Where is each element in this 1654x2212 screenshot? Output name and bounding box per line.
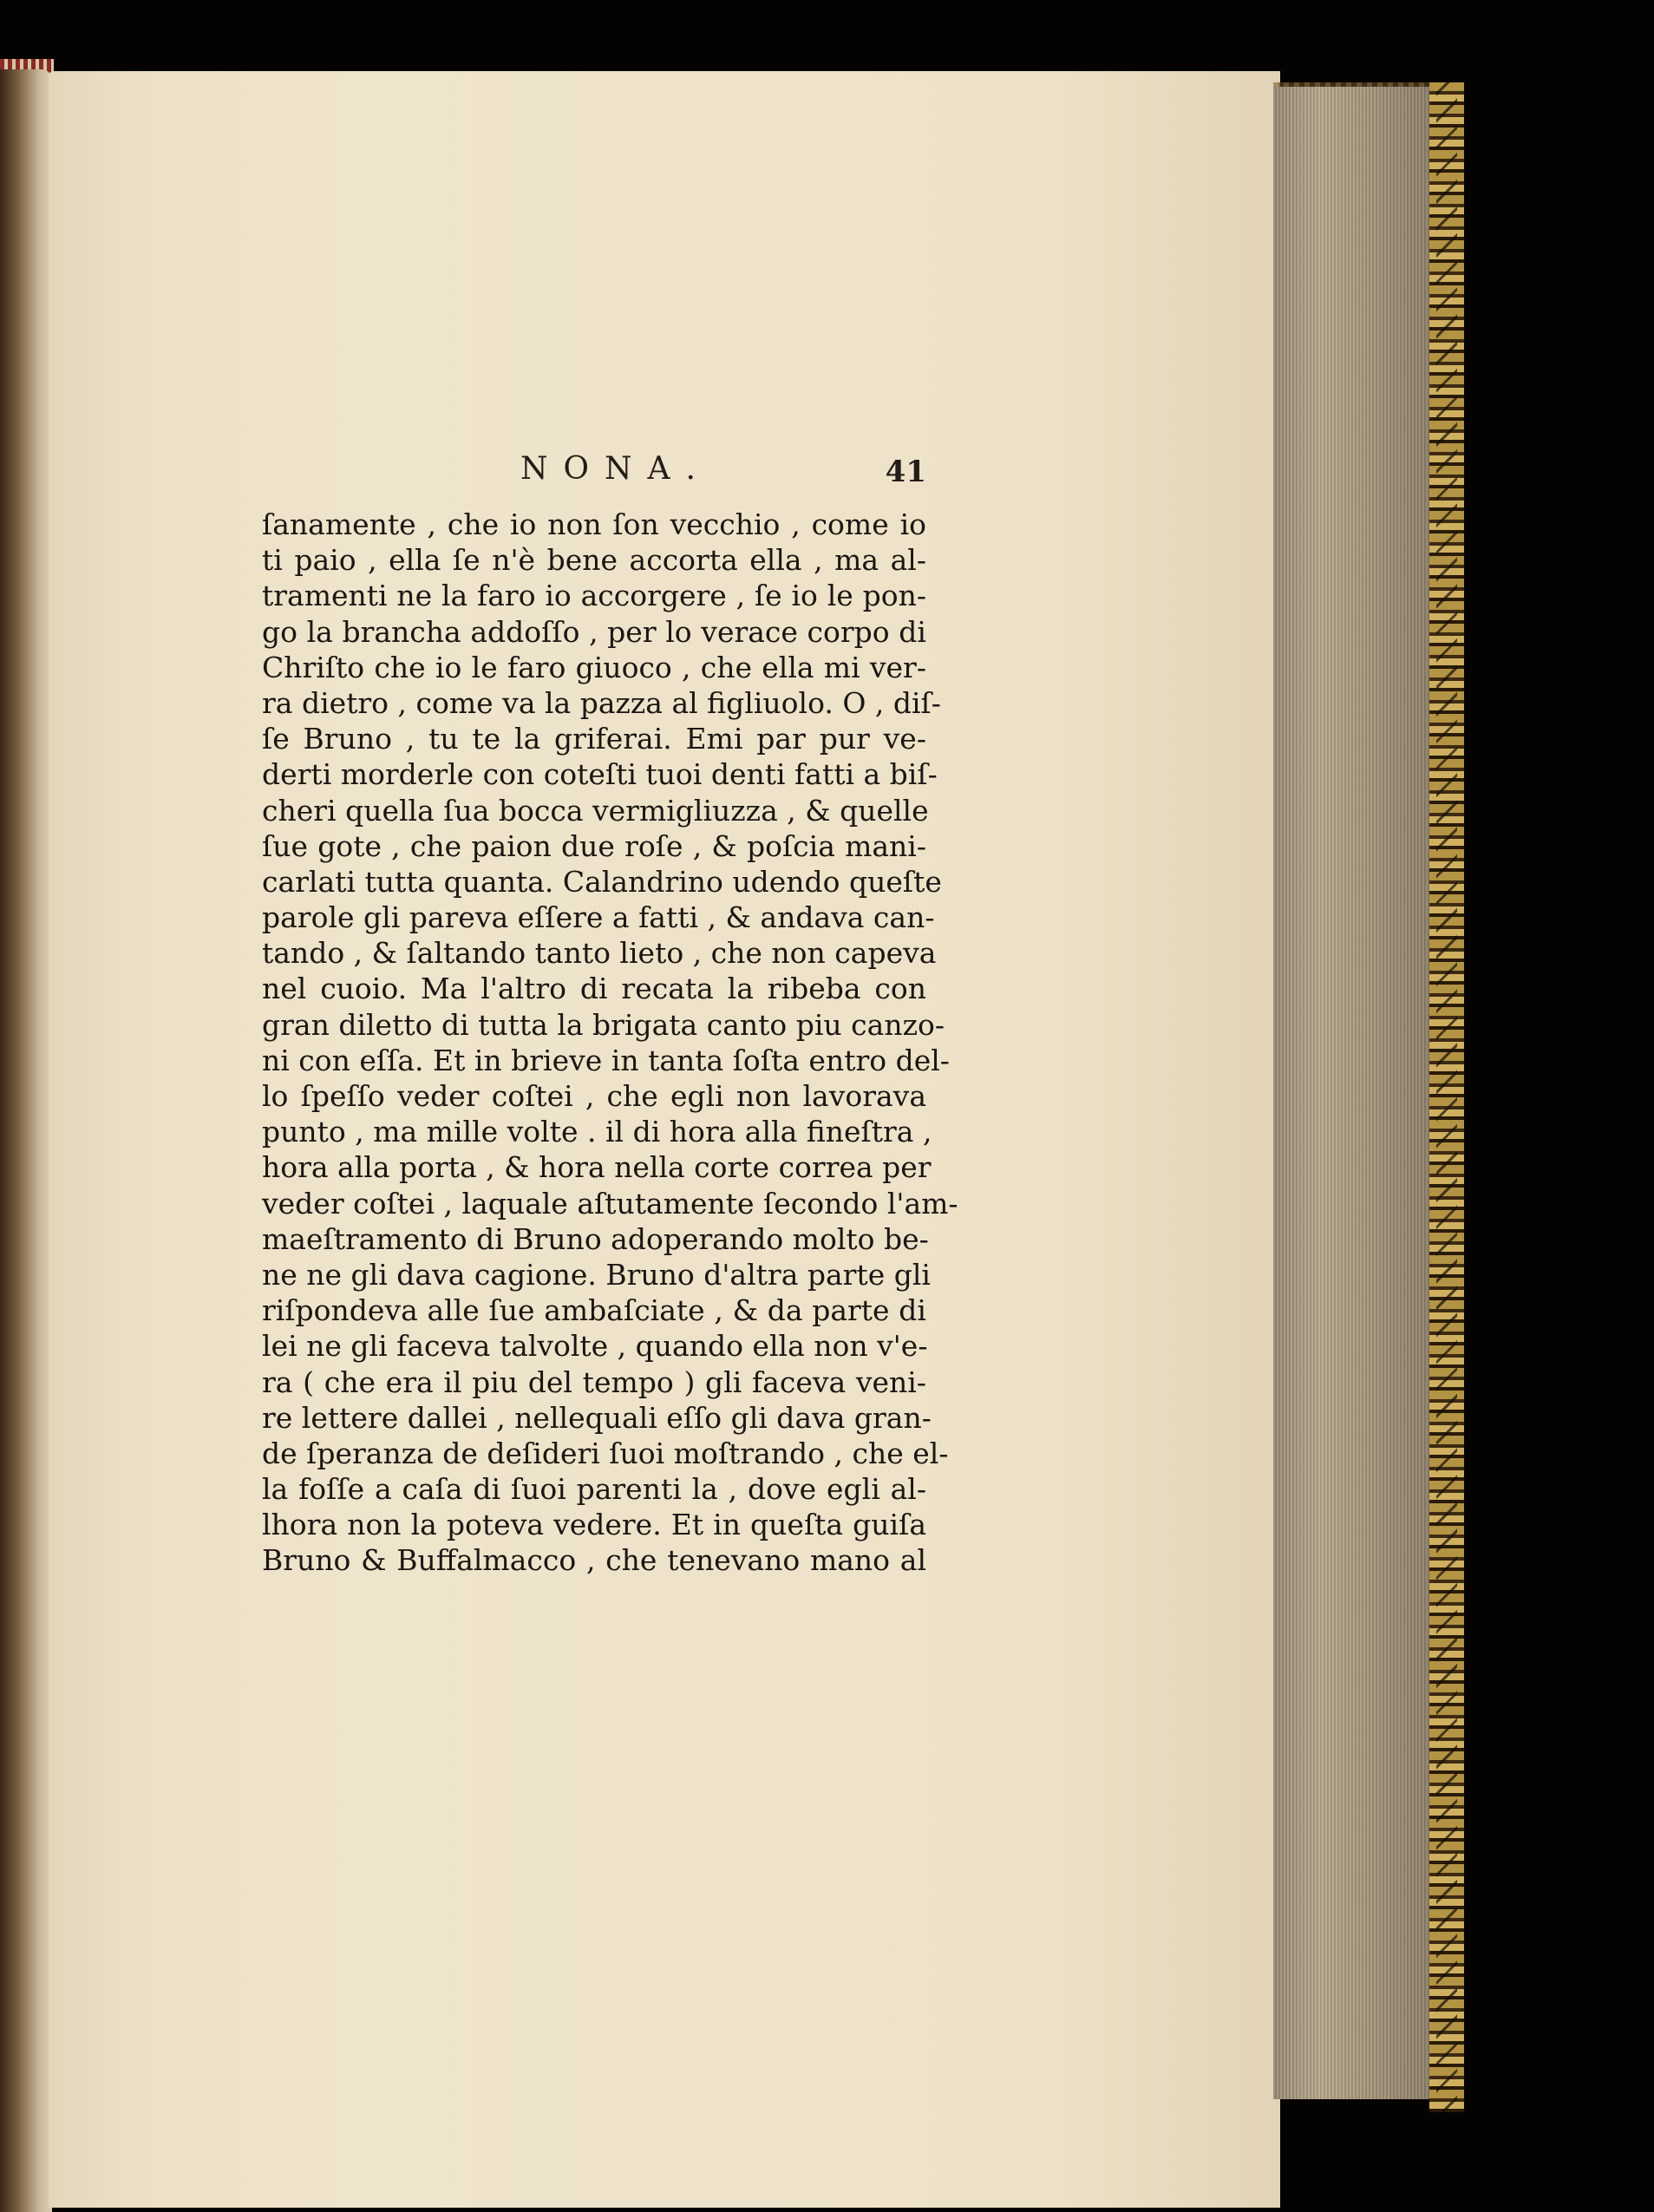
- text-line: re lettere dallei , nellequali eſſo gli dava gran-: [262, 1400, 932, 1435]
- text-line: veder coſtei , laquale aſtutamente ſecondo l'am-: [262, 1186, 958, 1221]
- text-line: parole gli pareva eſſere a fatti , & andava can-: [262, 900, 935, 935]
- text-line: tramenti ne la faro io accorgere , ſe io le pon-: [262, 579, 926, 613]
- body-text: [262, 507, 958, 1579]
- page-number: 41: [885, 455, 926, 489]
- text-line: carlati tutta quanta. Calandrino udendo queſte: [262, 864, 942, 899]
- text-line: punto , ma mille volte . il di hora alla fineſtra ,: [262, 1115, 932, 1149]
- text-line: riſpondeva alle ſue ambaſciate , & da parte di: [262, 1293, 926, 1328]
- text-line: Bruno & Buffalmacco , che tenevano mano al: [262, 1543, 926, 1578]
- text-line: lei ne gli faceva talvolte , quando ella non v'e-: [262, 1329, 928, 1364]
- previous-page-edge: [0, 69, 52, 2212]
- text-block: [262, 451, 958, 1579]
- text-line: ſanamente , che io non ſon vecchio , come io: [262, 507, 926, 541]
- text-line: ne ne gli dava cagione. Bruno d'altra parte gli: [262, 1257, 931, 1292]
- text-line: cheri quella ſua bocca vermigliuzza , & quelle: [262, 793, 929, 828]
- text-line: maeſtramento di Bruno adoperando molto be-: [262, 1221, 929, 1256]
- text-line: lo ſpeſſo veder coſtei , che egli non lavorava: [262, 1079, 926, 1113]
- text-line: ſue gote , che paion due roſe , & poſcia mani-: [262, 828, 926, 863]
- page-block-fore-edge: [1273, 87, 1429, 2099]
- text-line: ra ( che era il piu del tempo ) gli faceva veni-: [262, 1365, 926, 1399]
- text-line: gran diletto di tutta la brigata canto piu canzo-: [262, 1007, 945, 1042]
- text-line: nel cuoio. Ma l'altro di recata la ribeba con: [262, 972, 926, 1006]
- text-line: ti paio , ella ſe n'è bene accorta ella , ma al-: [262, 543, 926, 578]
- gilt-binding-edge: [1429, 82, 1464, 2112]
- text-line: de ſperanza de deſideri ſuoi moſtrando , che el-: [262, 1436, 949, 1470]
- text-line: tando , & ſaltando tanto lieto , che non capeva: [262, 936, 937, 971]
- page-header: [262, 451, 926, 498]
- text-line: lhora non la poteva vedere. Et in queſta guiſa: [262, 1508, 926, 1542]
- running-title: NONA.: [520, 451, 711, 487]
- text-line: ni con eſſa. Et in brieve in tanta ſoſta entro del-: [262, 1043, 950, 1077]
- text-line: go la brancha addoſſo , per lo verace corpo di: [262, 614, 926, 649]
- text-line: hora alla porta , & hora nella corte correa per: [262, 1150, 932, 1185]
- text-line: ra dietro , come va la pazza al figliuolo. O , diſ-: [262, 685, 941, 720]
- text-line: derti morderle con coteſti tuoi denti fatti a biſ-: [262, 757, 938, 792]
- text-line: ſe Bruno , tu te la griferai. Emi par pur ve-: [262, 722, 926, 756]
- text-line: la foſſe a caſa di ſuoi parenti la , dove egli al-: [262, 1472, 926, 1507]
- text-line: Chriſto che io le faro giuoco , che ella mi ver-: [262, 650, 926, 684]
